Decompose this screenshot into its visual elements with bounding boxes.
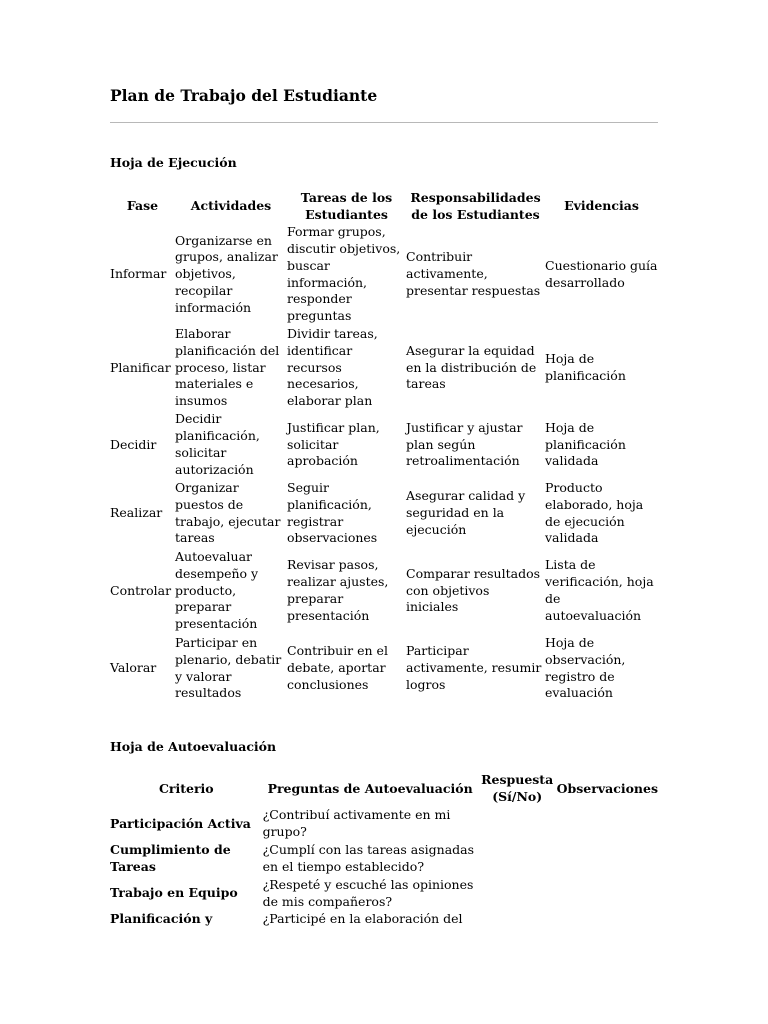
title-divider (110, 122, 658, 123)
cell-respuesta (478, 807, 557, 841)
cell-actividades: Elaborar planificación del proceso, listar materiales e insumos (175, 326, 280, 409)
cell-respuesta (478, 841, 557, 876)
cell-responsabilidades: Comparar resultados con objetivos iniciales (406, 565, 541, 615)
table-row (110, 841, 658, 876)
cell-respuesta (478, 876, 557, 911)
cell-tareas: Contribuir en el debate, aportar conclusiones (287, 643, 388, 692)
table-row (110, 634, 658, 703)
column-header-responsabilidades: Responsabilidades de los Estudiantes (410, 189, 541, 222)
cell-actividades: Decidir planificación, solicitar autorización (175, 411, 260, 477)
column-header-criterio: Criterio (158, 780, 214, 796)
cell-criterio: Trabajo en Equipo (110, 885, 238, 901)
table-row (110, 807, 658, 841)
cell-responsabilidades: Participar activamente, resumir logros (406, 643, 542, 692)
cell-responsabilidades: Asegurar calidad y seguridad en la ejecución (406, 488, 526, 537)
cell-pregunta: ¿Contribuí activamente en mi grupo? (262, 807, 451, 839)
cell-tareas: Justificar plan, solicitar aprobación (287, 419, 380, 469)
cell-fase: Planificar (110, 359, 171, 375)
cell-responsabilidades: Contribuir activamente, presentar respuestas (406, 249, 541, 298)
column-header-observaciones: Observaciones (556, 780, 658, 796)
cell-evidencias: Cuestionario guía desarrollado (545, 257, 658, 290)
table-row (110, 224, 658, 325)
cell-criterio: Cumplimiento de Tareas (110, 841, 231, 874)
cell-evidencias: Hoja de observación, registro de evaluación (545, 634, 626, 701)
cell-evidencias: Hoja de planificación (545, 351, 626, 383)
table-row (110, 479, 658, 548)
table-row (110, 325, 658, 411)
cell-evidencias: Lista de verificación, hoja de autoevaluación (545, 557, 654, 623)
cell-evidencias: Producto elaborado, hoja de ejecución validada (545, 479, 644, 546)
cell-actividades: Participar en plenario, debatir y valorar resultados (175, 634, 282, 701)
self-evaluation-table (110, 771, 658, 933)
column-header-preguntas: Preguntas de Autoevaluación (267, 780, 473, 796)
cell-fase: Informar (110, 266, 167, 282)
cell-observaciones (557, 876, 658, 911)
cell-tareas: Formar grupos, discutir objetivos, buscar información, responder preguntas (287, 224, 401, 324)
cell-actividades: Organizar puestos de trabajo, ejecutar tareas (175, 479, 281, 546)
cell-criterio: Participación Activa (110, 815, 251, 831)
cell-responsabilidades: Asegurar la equidad en la distribución de tareas (406, 342, 537, 392)
cell-actividades: Organizarse en grupos, analizar objetivos, recopilar información (175, 232, 278, 315)
self-evaluation-heading: Hoja de Autoevaluación (110, 739, 277, 754)
execution-table (110, 189, 658, 703)
table-row (110, 548, 658, 634)
cell-criterio: Planificación y (110, 911, 213, 926)
cell-pregunta: ¿Respeté y escuché las opiniones de mis compañeros? (262, 876, 474, 909)
cell-fase: Decidir (110, 436, 157, 452)
page-title: Plan de Trabajo del Estudiante (110, 86, 378, 105)
cell-pregunta: ¿Cumplí con las tareas asignadas en el tiempo establecido? (262, 841, 475, 874)
cell-evidencias: Hoja de planificación validada (545, 419, 626, 469)
cell-observaciones (557, 807, 658, 841)
cell-responsabilidades: Justificar y ajustar plan según retroalimentación (406, 419, 523, 469)
execution-heading: Hoja de Ejecución (110, 155, 237, 170)
cell-actividades: Autoevaluar desempeño y producto, preparar presentación (175, 549, 259, 632)
cell-tareas: Revisar pasos, realizar ajustes, preparar presentación (287, 557, 389, 623)
cell-fase: Realizar (110, 505, 163, 521)
column-header-tareas: Tareas de los Estudiantes (300, 189, 393, 222)
cell-respuesta (478, 911, 557, 933)
column-header-actividades: Actividades (190, 198, 272, 214)
column-header-evidencias: Evidencias (564, 198, 639, 214)
table-row (110, 876, 658, 911)
cell-observaciones (557, 841, 658, 876)
cell-observaciones (557, 911, 658, 933)
cell-tareas: Seguir planificación, registrar observaciones (287, 479, 378, 546)
cell-pregunta: ¿Participé en la elaboración del (262, 911, 463, 926)
table-row (110, 411, 658, 479)
cell-fase: Controlar (110, 582, 172, 598)
execution-header-row (110, 189, 658, 224)
table-row (110, 911, 658, 933)
cell-tareas: Dividir tareas, identificar recursos necesarios, elaborar plan (287, 326, 378, 409)
column-header-fase: Fase (126, 198, 159, 214)
cell-fase: Valorar (110, 660, 157, 676)
column-header-respuesta: Respuesta (Sí/No) (481, 772, 554, 804)
self-evaluation-header-row (110, 771, 658, 807)
